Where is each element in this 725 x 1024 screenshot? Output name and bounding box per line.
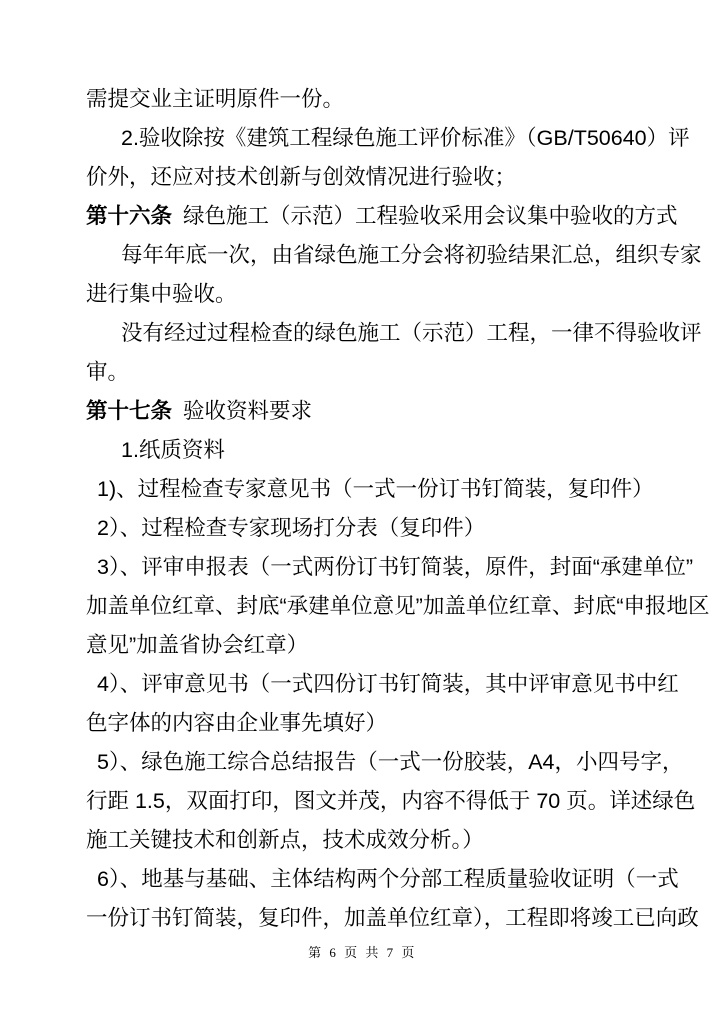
document-line	[86, 509, 666, 548]
article-number: 第十六条	[86, 204, 173, 228]
document-line	[86, 470, 666, 509]
document-body	[86, 80, 710, 938]
line-text: 意见”加盖省协会红章）	[86, 633, 309, 657]
document-line	[86, 860, 679, 899]
document-line	[86, 587, 710, 626]
document-line	[86, 782, 696, 821]
document-line	[86, 704, 666, 743]
page-number: 第 6 页 共 7 页	[308, 945, 417, 960]
document-line	[86, 899, 699, 938]
line-text: 5）、绿色施工综合总结报告（一式一份胶装，A4，小四号字，	[97, 750, 684, 774]
document-line	[86, 431, 666, 470]
document-line	[86, 743, 684, 782]
line-text: 4）、评审意见书（一式四份订书钉简装，其中评审意见书中红	[97, 672, 679, 696]
line-text: 3）、评审申报表（一式两份订书钉简装，原件，封面“承建单位”	[97, 555, 694, 579]
document-line	[86, 626, 666, 665]
line-text: 绿色施工（示范）工程验收采用会议集中验收的方式	[183, 204, 678, 228]
document-line	[86, 158, 666, 197]
line-text: 进行集中验收。	[86, 282, 237, 306]
line-text: 没有经过过程检查的绿色施工（示范）工程，一律不得验收评	[121, 321, 702, 345]
document-line	[86, 353, 666, 392]
document-line	[86, 821, 666, 860]
document-line	[86, 197, 678, 236]
line-text: 一份订书钉简装，复印件，加盖单位红章），工程即将竣工已向政	[86, 906, 699, 930]
line-text: 每年年底一次，由省绿色施工分会将初验结果汇总，组织专家	[121, 243, 702, 267]
line-text: 1)、过程检查专家意见书（一式一份订书钉简装，复印件）	[97, 477, 654, 501]
document-line	[86, 548, 694, 587]
line-text: 需提交业主证明原件一份。	[86, 87, 345, 111]
line-text: 行距 1.5，双面打印，图文并茂，内容不得低于 70 页。详述绿色	[86, 789, 696, 813]
document-line	[86, 314, 702, 353]
line-text: 施工关键技术和创新点，技术成效分析。）	[86, 828, 484, 852]
document-line	[86, 119, 690, 158]
document-line	[86, 275, 666, 314]
line-text: 6）、地基与基础、主体结构两个分部工程质量验收证明（一式	[97, 867, 679, 891]
line-text: 价外，还应对技术创新与创效情况进行验收；	[86, 165, 517, 189]
document-line	[86, 665, 679, 704]
line-text: 验收资料要求	[183, 399, 313, 423]
line-text: 审。	[86, 360, 130, 384]
document-line	[86, 80, 666, 119]
line-text: 1.纸质资料	[121, 438, 225, 462]
line-text: 加盖单位红章、封底“承建单位意见”加盖单位红章、封底“申报地区	[86, 594, 710, 618]
line-text: 2）、过程检查专家现场打分表（复印件）	[97, 516, 486, 540]
line-text: 色字体的内容由企业事先填好）	[86, 711, 388, 735]
document-line	[86, 236, 702, 275]
line-text: 2.验收除按《建筑工程绿色施工评价标准》（GB/T50640）评	[121, 126, 690, 150]
document-line	[86, 392, 666, 431]
article-number: 第十七条	[86, 399, 173, 423]
